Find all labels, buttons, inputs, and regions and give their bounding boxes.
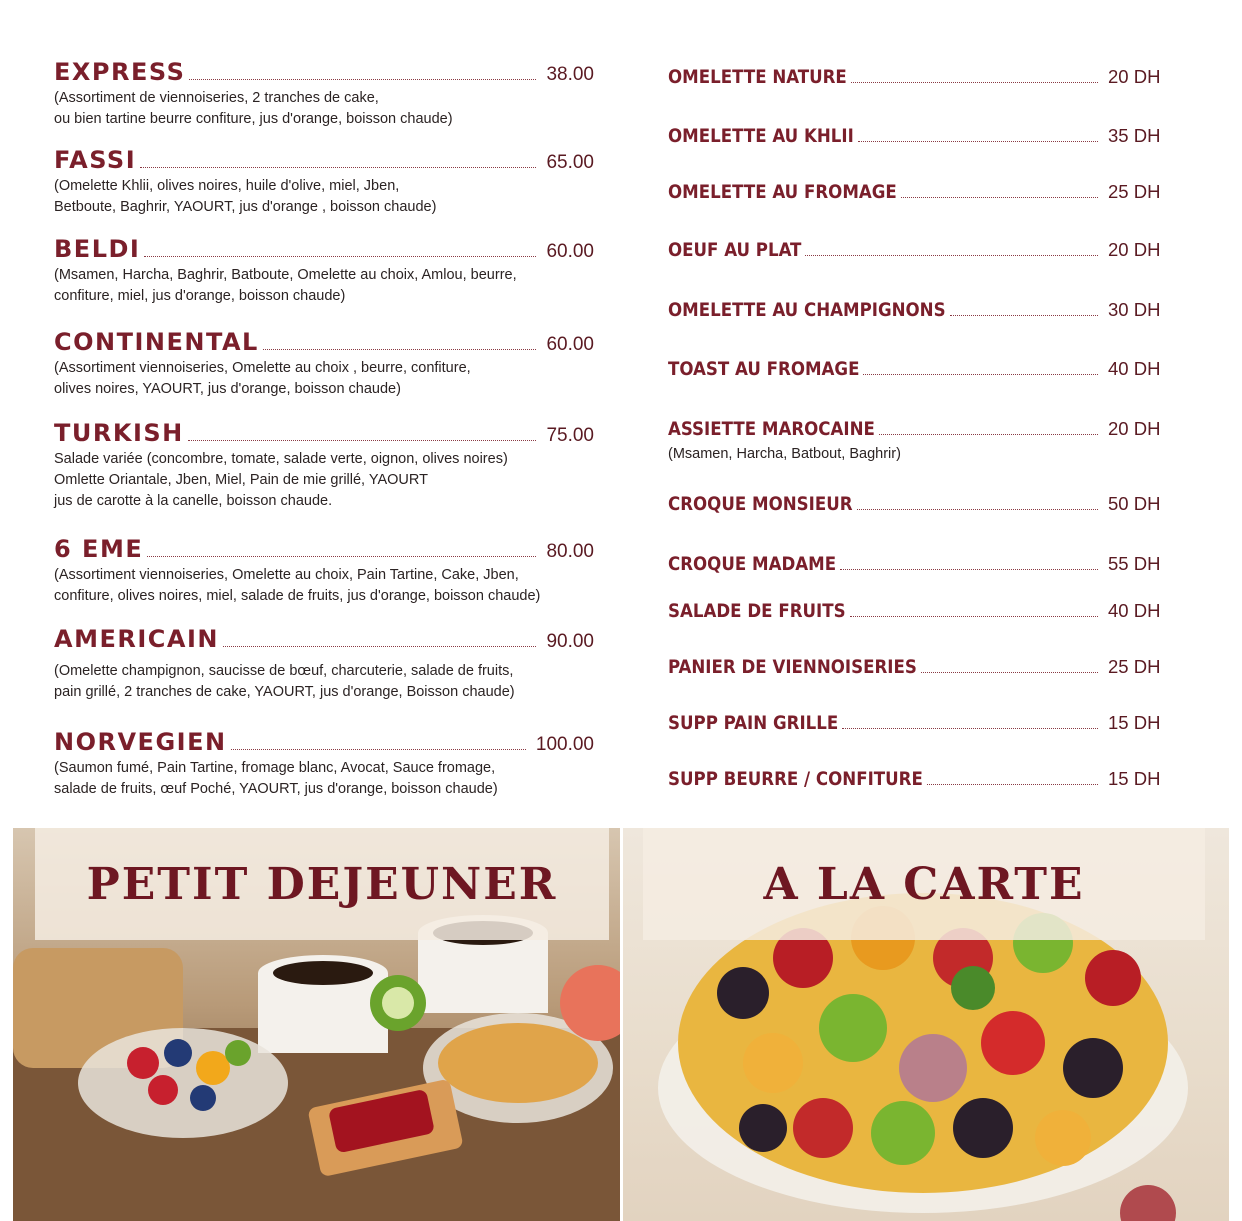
item-name: OEUF AU PLAT [668,240,802,261]
item-name: BELDI [54,235,141,263]
item-price: 100.00 [535,734,594,755]
banner-title: PETIT DEJEUNER [86,858,558,910]
dot-leader [231,748,526,750]
banner-title: A LA CARTE [763,858,1085,910]
dot-leader [858,140,1098,142]
item-name: PANIER DE VIENNOISERIES [668,657,917,678]
item-name: NORVEGIEN [54,728,227,756]
item-price: 38.00 [546,64,594,85]
item-name: FASSI [54,146,137,174]
menu-item-beldi [54,235,594,307]
item-name: SALADE DE FRUITS [668,601,846,622]
dot-leader [840,568,1098,570]
dot-leader [950,314,1098,316]
item-description: (Assortiment de viennoiseries, 2 tranches de cake, ou bien tartine beurre confiture, jus d'orange, boisson chaude) [54,90,453,127]
carte-item [668,66,1168,89]
item-name: SUPP PAIN GRILLE [668,713,839,734]
carte-item [668,656,1168,679]
carte-item [668,493,1168,516]
item-description: (Saumon fumé, Pain Tartine, fromage blanc, Avocat, Sauce fromage, salade de fruits, œuf Poché, YAOURT, jus d'orange, boisson chaude) [54,760,498,797]
dot-leader [851,81,1098,83]
dot-leader [188,439,537,441]
dot-leader [189,78,536,80]
fruit-salad-photo [623,828,1229,1221]
menu-item-fassi [54,146,594,218]
breakfast-photo [13,828,620,1221]
item-price: 40 DH [1108,600,1161,621]
item-name: AMERICAIN [54,625,219,653]
item-name: CONTINENTAL [54,328,259,356]
item-name: TOAST AU FROMAGE [668,359,860,380]
dot-leader [863,373,1098,375]
item-description: (Msamen, Harcha, Batbout, Baghrir) [668,446,901,462]
carte-item [668,358,1168,381]
item-name: 6 EME [54,535,144,563]
item-description: (Msamen, Harcha, Baghrir, Batboute, Omelette au choix, Amlou, beurre, confiture, miel, jus d'orange, boisson chaude) [54,267,517,304]
section-banner [35,828,609,940]
menu-item-norvegien [54,728,594,800]
item-name: OMELETTE AU CHAMPIGNONS [668,300,946,321]
carte-item [668,553,1168,576]
dot-leader [140,166,536,168]
dot-leader [263,348,537,350]
item-price: 15 DH [1108,768,1161,789]
dot-leader [144,255,536,257]
dot-leader [901,196,1098,198]
carte-item [668,181,1168,204]
menu-item-continental [54,328,594,400]
section-banner [643,828,1205,940]
item-name: CROQUE MONSIEUR [668,494,853,515]
carte-item [668,768,1168,791]
item-price: 25 DH [1108,181,1161,202]
dot-leader [850,615,1098,617]
item-price: 60.00 [546,334,594,355]
item-price: 55 DH [1108,553,1161,574]
item-description: (Assortiment viennoiseries, Omelette au choix, Pain Tartine, Cake, Jben, confiture, olives noires, miel, salade de fruits, jus d'orange, boisson chaude) [54,567,541,604]
item-price: 75.00 [546,425,594,446]
dot-leader [842,727,1098,729]
dot-leader [805,254,1098,256]
item-price: 40 DH [1108,358,1161,379]
dot-leader [879,433,1098,435]
item-name: OMELETTE AU FROMAGE [668,182,897,203]
carte-item [668,712,1168,735]
dot-leader [927,783,1098,785]
menu-item-6eme [54,535,594,607]
carte-item [668,418,1168,441]
dot-leader [147,555,536,557]
item-name: TURKISH [54,419,184,447]
menu-item-express [54,58,594,130]
item-name: SUPP BEURRE / CONFITURE [668,769,923,790]
item-name: OMELETTE AU KHLII [668,126,854,147]
item-name: EXPRESS [54,58,186,86]
carte-item [668,239,1168,262]
dot-leader [857,508,1098,510]
item-description: Salade variée (concombre, tomate, salade verte, oignon, olives noires) Omlette Oriantale, Jben, Miel, Pain de mie grillé, YAOURT jus de carotte à la canelle, boisson chaude. [54,451,508,509]
item-price: 35 DH [1108,125,1161,146]
item-price: 60.00 [546,241,594,262]
item-price: 90.00 [546,631,594,652]
item-price: 20 DH [1108,418,1161,439]
dot-leader [921,671,1098,673]
item-price: 15 DH [1108,712,1161,733]
item-price: 25 DH [1108,656,1161,677]
carte-item [668,125,1168,148]
menu-item-turkish [54,419,594,512]
item-price: 20 DH [1108,239,1161,260]
dot-leader [223,645,536,647]
item-description: (Omelette champignon, saucisse de bœuf, charcuterie, salade de fruits, pain grillé, 2 tranches de cake, YAOURT, jus d'orange, Boisson chaude) [54,663,515,700]
item-name: ASSIETTE MAROCAINE [668,419,875,440]
item-name: CROQUE MADAME [668,554,837,575]
item-name: OMELETTE NATURE [668,67,847,88]
item-price: 50 DH [1108,493,1161,514]
item-price: 20 DH [1108,66,1161,87]
item-price: 80.00 [546,541,594,562]
item-description: (Omelette Khlii, olives noires, huile d'olive, miel, Jben, Betboute, Baghrir, YAOURT, jus d'orange , boisson chaude) [54,178,437,215]
item-description: (Assortiment viennoiseries, Omelette au choix , beurre, confiture, olives noires, YAOURT, jus d'orange, boisson chaude) [54,360,471,397]
menu-item-americain [54,625,594,703]
carte-item [668,600,1168,623]
item-price: 30 DH [1108,299,1161,320]
carte-item [668,299,1168,322]
item-price: 65.00 [546,152,594,173]
